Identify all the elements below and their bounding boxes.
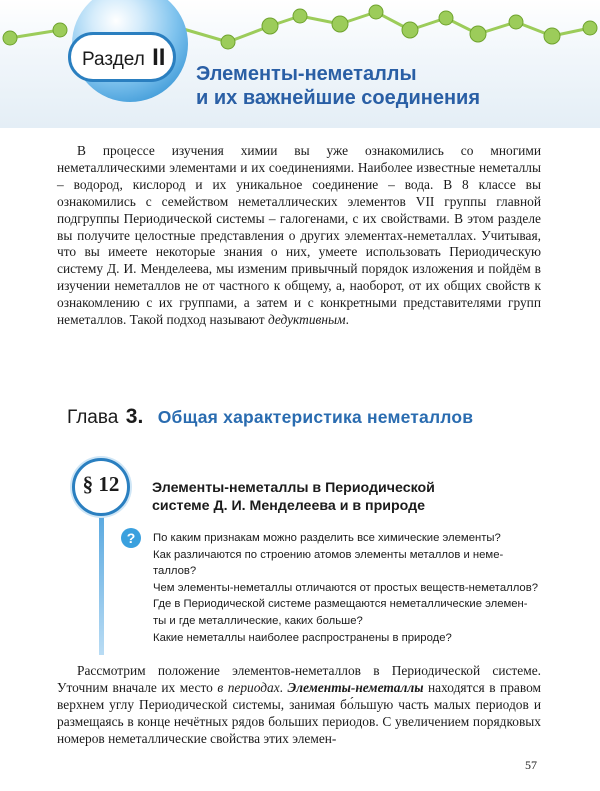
body-text-part3: находятся в правом верхнем углу Периодической системы, занимая бо́льшую часть малых периодов и размещаясь в конце нечётных рядов больших периодов. С увеличением порядковых номеров неметаллические свойства этих элемен- [57, 680, 541, 746]
question-line: Как различаются по строению атомов элементы металлов и неме- [153, 548, 504, 561]
question-line: По каким признакам можно разделить все химические элементы? [153, 532, 501, 544]
question-line: таллов? [153, 565, 197, 578]
chapter-title: Общая характеристика неметаллов [157, 407, 474, 427]
section-number: II [152, 44, 166, 71]
section-word: Раздел [82, 49, 145, 70]
body-text-italic: в периодах [217, 680, 280, 695]
question-line: ты и где металлические, каких больше? [153, 614, 363, 627]
body-text-term: Элементы-неметаллы [287, 680, 424, 695]
section-label [82, 44, 165, 72]
body-text-part1: Рассмотрим положение элементов-неметаллов в Периодической системе. Уточним вначале их место [57, 663, 541, 695]
paragraph-title-line2: системе Д. И. Менделеева и в природе [152, 498, 426, 514]
section-title-line1: Элементы-неметаллы [196, 63, 417, 85]
section-title [196, 62, 480, 110]
intro-text [57, 143, 541, 329]
intro-text-main: В процессе изучения химии вы уже ознакомились со многими неметаллическими элементами и их соединениями. Наиболее известные неметаллы – водород, кислород и их уникальное соединение – вода. В 8 классе вы ознакомились с семейством неметаллических элементов VII группы главной подгруппы Периодической системы – галогенами, с их свойствами. В этом разделе вы получите целостные представления о других элементах-неметаллах. Учитывая, что вы имеете некоторые знания о них, умеете использовать Периодическую систему Д. И. Менделеева, мы изменим привычный порядок изложения и пойдём в изучении неметаллов не от частного к общему, а, наоборот, от их общих свойств к ознакомлению с их группами, а затем и с конкретными представителями групп неметаллов. Такой подход называют [57, 143, 541, 328]
intro-text-end: . [345, 312, 349, 328]
paragraph-label: § 12 [82, 472, 120, 496]
question-mark-icon: ? [121, 528, 141, 548]
questions-block [153, 530, 538, 646]
paragraph-title [152, 479, 435, 515]
body-text-part2: . [279, 680, 288, 695]
intro-emphasis: дедуктивным [267, 312, 346, 328]
paragraph-rail [99, 515, 104, 655]
chapter-heading [67, 405, 473, 429]
chapter-word: Глава [67, 407, 119, 428]
question-line: Какие неметаллы наиболее распространены в природе? [153, 631, 452, 644]
question-line: Где в Периодической системе размещаются неметаллические элемен- [153, 598, 528, 611]
page-number: 57 [525, 758, 537, 772]
chapter-number: 3. [125, 405, 144, 428]
section-title-line2: и их важнейшие соединения [196, 87, 481, 109]
paragraph-title-line1: Элементы-неметаллы в Периодической [152, 480, 435, 496]
question-line: Чем элементы-неметаллы отличаются от простых веществ-неметаллов? [153, 581, 538, 594]
body-text [57, 662, 541, 747]
